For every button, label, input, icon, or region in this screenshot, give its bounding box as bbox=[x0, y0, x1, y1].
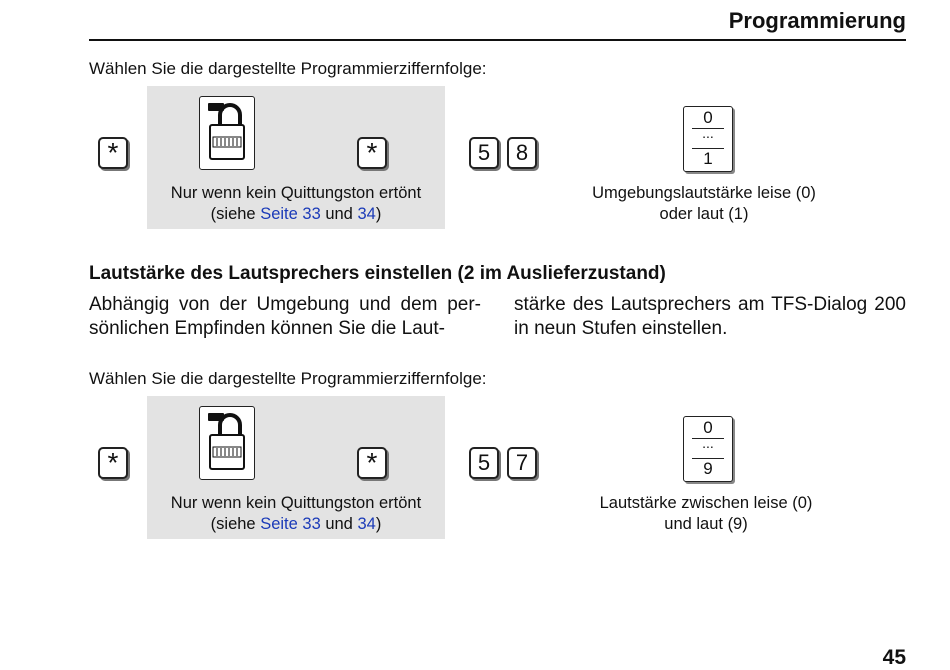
value-range-icon bbox=[683, 106, 733, 172]
desc-line1: Umgebungslautstärke leise (0) bbox=[592, 184, 816, 202]
range-max: 1 bbox=[703, 149, 713, 168]
note-pre: (siehe bbox=[210, 205, 261, 223]
page-34-link[interactable]: 34 bbox=[357, 205, 376, 223]
value-range-icon bbox=[683, 416, 733, 482]
star-key-icon: * bbox=[357, 137, 387, 169]
digit-key-icon: 5 bbox=[469, 447, 499, 479]
page-34-link[interactable]: 34 bbox=[357, 515, 376, 533]
range-dots: ... bbox=[702, 125, 714, 141]
range-min: 0 bbox=[703, 108, 713, 127]
range-dots: ... bbox=[702, 435, 714, 451]
star-key-icon: * bbox=[98, 447, 128, 479]
page-number: 45 bbox=[882, 646, 906, 669]
instruction-text: Wählen Sie die dargestellte Programmierziffernfolge: bbox=[89, 59, 487, 78]
desc-line1: Lautstärke zwischen leise (0) bbox=[599, 494, 813, 512]
setting-description bbox=[556, 493, 856, 535]
digit-key-icon: 8 bbox=[507, 137, 537, 169]
lock-icon bbox=[199, 406, 255, 480]
page-33-link[interactable]: Seite 33 bbox=[260, 515, 321, 533]
note-line1: Nur wenn kein Quittungston ertönt bbox=[170, 494, 422, 512]
note-line2 bbox=[147, 204, 445, 225]
section-heading: Lautstärke des Lautsprechers einstellen (2 im Auslieferzustand) bbox=[89, 263, 666, 284]
paragraph-left: Abhängig von der Umgebung und dem per- sönlichen Empfinden können Sie die Laut- bbox=[89, 294, 481, 339]
note-mid: und bbox=[320, 205, 358, 223]
setting-description bbox=[554, 183, 854, 225]
note-mid: und bbox=[320, 515, 358, 533]
header-divider bbox=[89, 39, 906, 41]
desc-line2: und laut (9) bbox=[664, 515, 748, 533]
digit-key-icon: 5 bbox=[469, 137, 499, 169]
note-text bbox=[147, 493, 445, 535]
note-line1: Nur wenn kein Quittungston ertönt bbox=[170, 184, 422, 202]
star-key-icon: * bbox=[357, 447, 387, 479]
digit-key-icon: 7 bbox=[507, 447, 537, 479]
star-key-icon: * bbox=[98, 137, 128, 169]
note-line2 bbox=[147, 514, 445, 535]
range-min: 0 bbox=[703, 418, 713, 437]
note-text bbox=[147, 183, 445, 225]
instruction-text: Wählen Sie die dargestellte Programmierziffernfolge: bbox=[89, 369, 487, 388]
note-pre: (siehe bbox=[210, 515, 261, 533]
note-post: ) bbox=[375, 205, 382, 223]
paragraph-right: stärke des Lautsprechers am TFS-Dialog 200 in neun Stufen einstellen. bbox=[514, 294, 906, 339]
lock-icon bbox=[199, 96, 255, 170]
desc-line2: oder laut (1) bbox=[659, 205, 749, 223]
page-title: Programmierung bbox=[728, 8, 906, 33]
note-post: ) bbox=[375, 515, 382, 533]
range-max: 9 bbox=[703, 459, 713, 478]
page-33-link[interactable]: Seite 33 bbox=[260, 205, 321, 223]
